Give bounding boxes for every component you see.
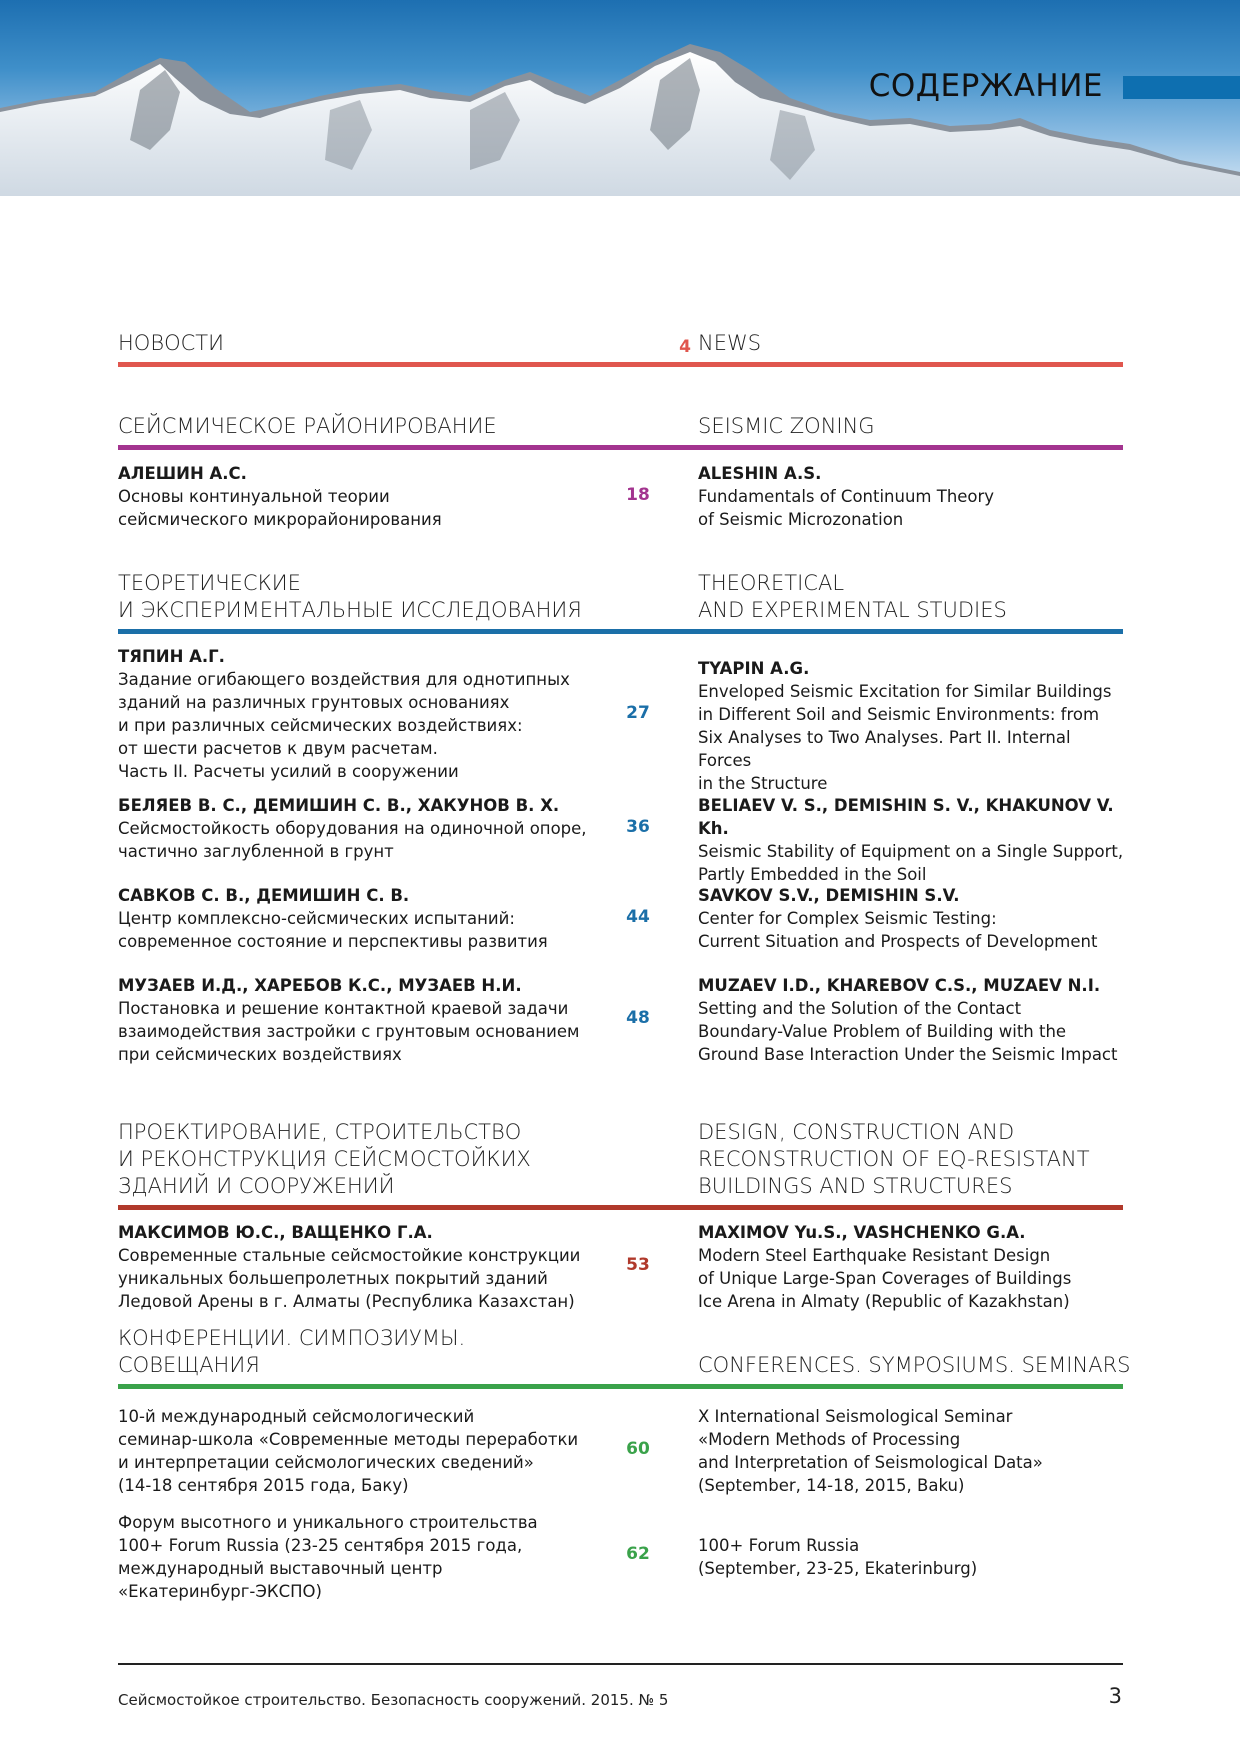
entry-title-en: X International Seismological Seminar «Modern Methods of Processing and Interpretation of Seismological Data» (September, 14-18, 2015, Baku) [698,1407,1043,1495]
page-number[interactable]: 62 [626,1544,650,1564]
entry-ru [118,1511,588,1603]
page-number[interactable]: 60 [626,1439,650,1459]
section-title-ru: ПРОЕКТИРОВАНИЕ, СТРОИТЕЛЬСТВО И РЕКОНСТРУКЦИЯ СЕЙСМОСТОЙКИХ ЗДАНИЙ И СООРУЖЕНИЙ [118,1120,531,1198]
section-header [118,402,1123,450]
entry-title-ru: Основы континуальной теории сейсмического микрорайонирования [118,487,442,529]
entry-title-ru: Форум высотного и уникального строительства 100+ Forum Russia (23-25 сентября 2015 года, международный выставочный центр «Екатеринбург-ЭКСПО) [118,1513,538,1601]
toc-entry[interactable] [118,634,1123,794]
entry-title-en: Seismic Stability of Equipment on a Single Support, Partly Embedded in the Soil [698,842,1124,884]
section-header [118,1326,1131,1389]
entry-en [698,1405,1128,1497]
section-title-en: NEWS [698,331,762,355]
section-title-en: THEORETICAL AND EXPERIMENTAL STUDIES [698,571,1007,622]
entry-title-en: Center for Complex Seismic Testing: Current Situation and Prospects of Development [698,909,1098,951]
section-title-en: DESIGN, CONSTRUCTION AND RECONSTRUCTION OF EQ-RESISTANT BUILDINGS AND STRUCTURES [698,1120,1090,1198]
entry-en [698,657,1128,795]
page-number-footer: 3 [1108,1684,1122,1708]
toc-entry[interactable] [118,884,1123,974]
entry-authors-ru: САВКОВ С. В., ДЕМИШИН С. В. [118,886,410,905]
page-title: СОДЕРЖАНИЕ [868,68,1103,104]
entry-authors-en: BELIAEV V. S., DEMISHIN S. V., KHAKUNOV V. Kh. [698,796,1114,838]
section-title-ru: КОНФЕРЕНЦИИ. СИМПОЗИУМЫ. СОВЕЩАНИЯ [118,1326,466,1377]
entry-authors-ru: МАКСИМОВ Ю.С., ВАЩЕНКО Г.А. [118,1223,433,1242]
section-studies [118,556,1123,1074]
entry-title-en: Setting and the Solution of the Contact Boundary-Value Problem of Building with the Ground Base Interaction Under the Seismic Impact [698,999,1118,1064]
journal-citation: Сейсмостойкое строительство. Безопасность сооружений. 2015. № 5 [118,1691,669,1709]
entry-title-en: Enveloped Seismic Excitation for Similar Buildings in Different Soil and Seismic Environments: from Six Analyses to Two Analyses. Part II. Internal Forces in the Structure [698,682,1112,793]
entry-en [698,794,1128,886]
section-title-ru: ТЕОРЕТИЧЕСКИЕ И ЭКСПЕРИМЕНТАЛЬНЫЕ ИССЛЕДОВАНИЯ [118,571,582,622]
entry-ru [118,1405,588,1497]
entry-title-ru: 10-й международный сейсмологический семинар-школа «Современные методы переработки и интерпретации сейсмологических сведений» (14-18 сентября 2015 года, Баку) [118,1407,579,1495]
entry-title-ru: Центр комплексно-сейсмических испытаний: современное состояние и перспективы развития [118,909,548,951]
entry-authors-ru: БЕЛЯЕВ В. С., ДЕМИШИН С. В., ХАКУНОВ В. Х. [118,796,560,815]
entry-en [698,1534,1128,1580]
entry-ru [118,974,588,1066]
entry-ru [118,884,588,953]
section-header [118,320,1123,367]
entry-title-ru: Сейсмостойкость оборудования на одиночной опоре, частично заглубленной в грунт [118,819,587,861]
entry-ru [118,1221,588,1313]
page-number[interactable]: 44 [626,907,650,927]
footer-rule [118,1663,1123,1665]
toc-entry[interactable] [118,974,1123,1074]
page-number[interactable]: 27 [626,703,650,723]
entry-ru [118,462,588,531]
section-title-ru: НОВОСТИ [118,331,224,355]
section-title-ru: СЕЙСМИЧЕСКОЕ РАЙОНИРОВАНИЕ [118,414,497,438]
title-accent-bar [1123,76,1240,99]
page-number[interactable]: 53 [626,1255,650,1275]
toc-entry[interactable] [118,1389,1123,1501]
section-header [118,1107,1123,1210]
entry-title-ru: Задание огибающего воздействия для однотипных зданий на различных грунтовых основаниях и при различных сейсмических воздействиях: от шести расчетов к двум расчетам. Часть II. Расчеты усилий в сооружении [118,670,570,781]
entry-ru [118,794,588,863]
section-conferences [118,1326,1131,1611]
page-number[interactable]: 18 [626,485,650,505]
toc-entry[interactable] [118,450,1123,540]
entry-authors-ru: АЛЕШИН А.С. [118,464,247,483]
entry-title-en: Fundamentals of Continuum Theory of Seismic Microzonation [698,487,995,529]
entry-authors-en: MAXIMOV Yu.S., VASHCHENKO G.A. [698,1223,1026,1242]
entry-title-ru: Современные стальные сейсмостойкие конструкции уникальных большепролетных покрытий зданий Ледовой Арены в г. Алматы (Республика Казахстан) [118,1246,581,1311]
entry-authors-en: SAVKOV S.V., DEMISHIN S.V. [698,886,960,905]
entry-ru [118,645,588,783]
section-title-en: SEISMIC ZONING [698,414,875,438]
entry-title-ru: Постановка и решение контактной краевой задачи взаимодействия застройки с грунтовым основанием при сейсмических воздействиях [118,999,580,1064]
section-rule [118,362,1123,367]
entry-en [698,462,1128,531]
entry-en [698,1221,1128,1313]
entry-authors-en: MUZAEV I.D., KHAREBOV C.S., MUZAEV N.I. [698,976,1101,995]
entry-authors-ru: МУЗАЕВ И.Д., ХАРЕБОВ К.С., МУЗАЕВ Н.И. [118,976,522,995]
entry-authors-en: TYAPIN A.G. [698,659,810,678]
page-number[interactable]: 4 [679,337,691,357]
page-number[interactable]: 48 [626,1008,650,1028]
entry-authors-ru: ТЯПИН А.Г. [118,647,225,666]
page-number[interactable]: 36 [626,817,650,837]
section-seismic-zoning [118,402,1123,540]
section-news [118,320,1123,367]
entry-authors-en: ALESHIN A.S. [698,464,822,483]
section-design-construction [118,1107,1123,1330]
entry-en [698,884,1128,953]
toc-entry[interactable] [118,794,1123,884]
entry-en [698,974,1128,1066]
toc-entry[interactable] [118,1501,1123,1611]
section-header [118,556,1123,634]
entry-title-en: 100+ Forum Russia (September, 23-25, Ekaterinburg) [698,1536,978,1578]
entry-title-en: Modern Steel Earthquake Resistant Design of Unique Large-Span Coverages of Buildings Ice Arena in Almaty (Republic of Kazakhstan) [698,1246,1072,1311]
section-title-en: CONFERENCES. SYMPOSIUMS. SEMINARS [698,1353,1131,1377]
toc-entry[interactable] [118,1210,1123,1330]
